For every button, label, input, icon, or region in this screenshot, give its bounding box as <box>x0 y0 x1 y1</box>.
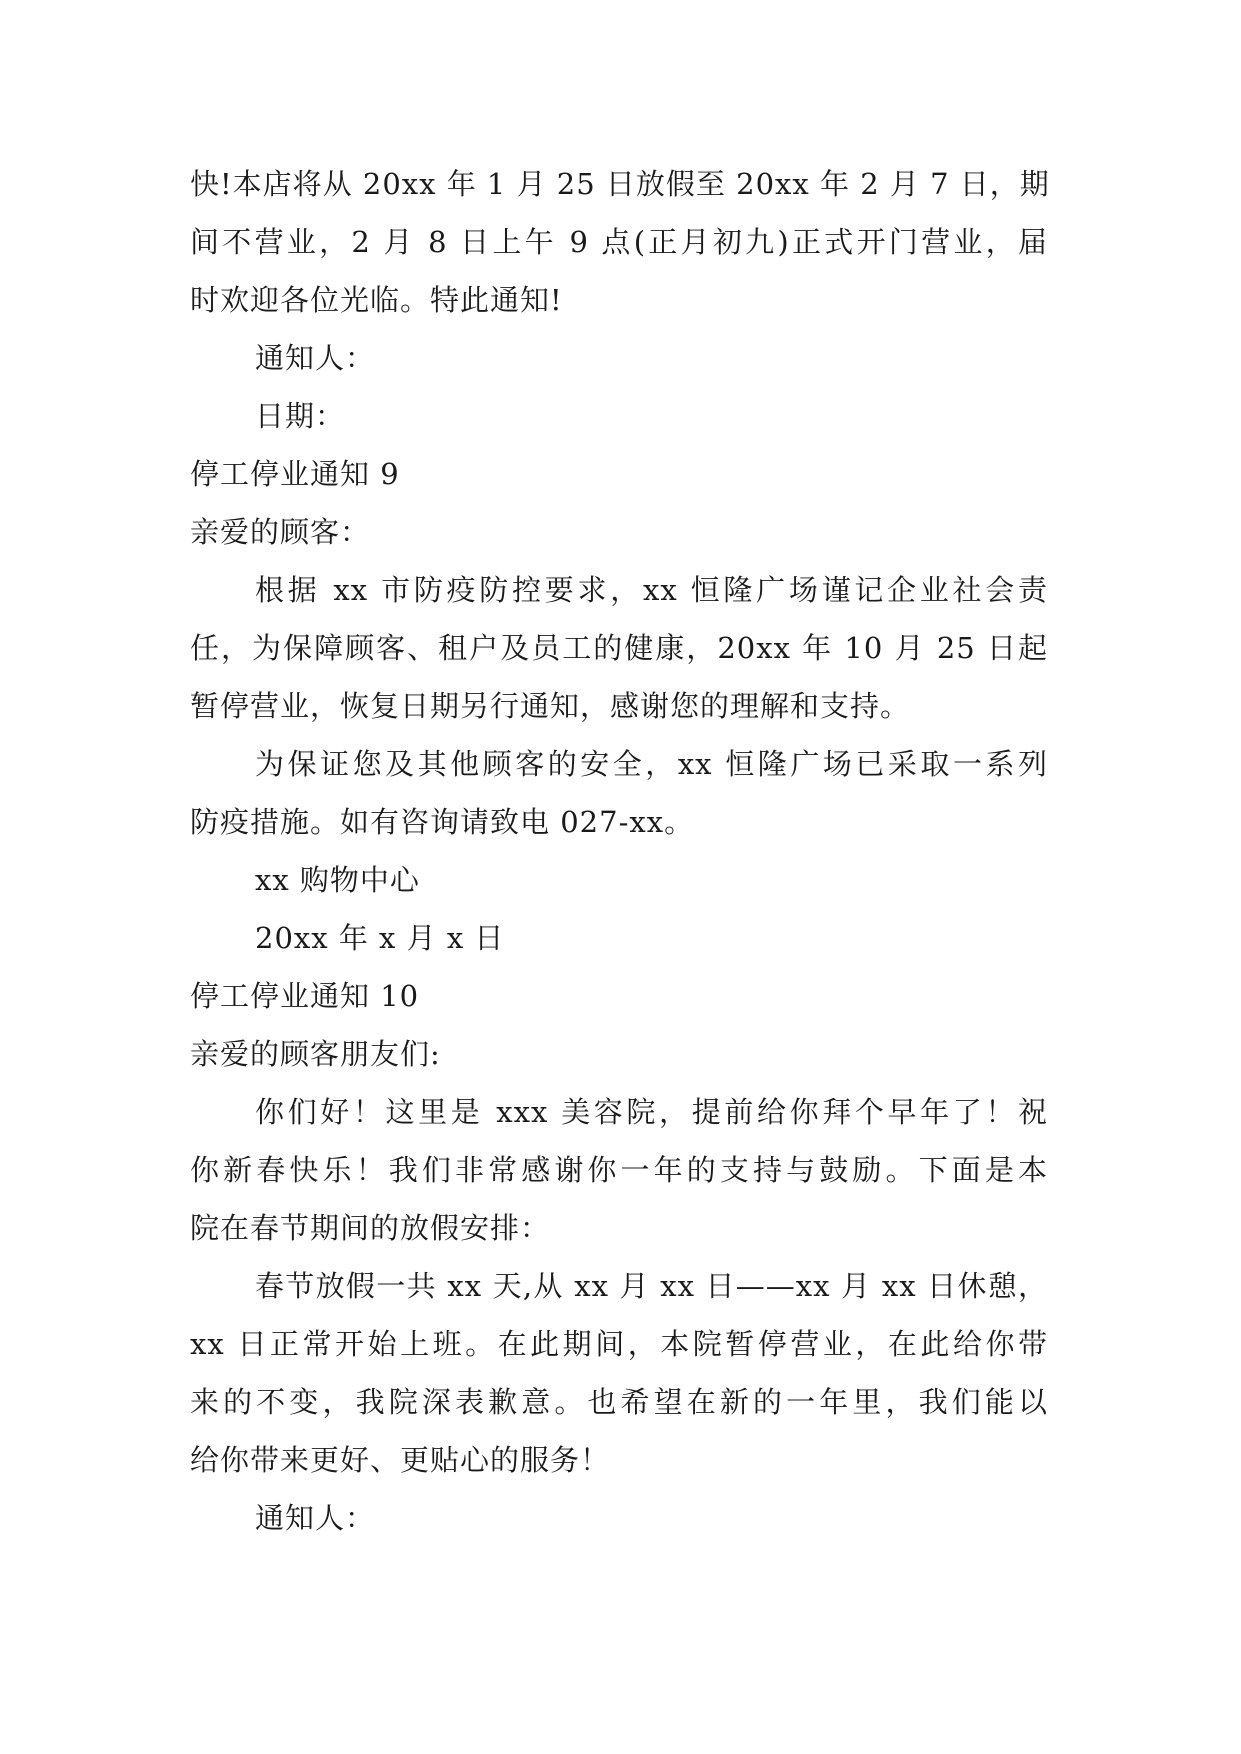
text-line: 院在春节期间的放假安排： <box>190 1211 551 1245</box>
text-line: 根据 xx 市防疫防控要求，xx 恒隆广场谨记企业社会责 <box>255 573 1048 607</box>
text-line: 为保证您及其他顾客的安全，xx 恒隆广场已采取一系列 <box>255 747 1048 781</box>
sender-date: 20xx 年 x 月 x 日 <box>255 921 505 955</box>
date-label: 日期： <box>255 399 346 433</box>
salutation: 亲爱的顾客朋友们: <box>190 1037 441 1071</box>
section-title: 停工停业通知 10 <box>190 979 420 1013</box>
salutation: 亲爱的顾客： <box>190 515 371 549</box>
text-line: 春节放假一共 xx 天,从 xx 月 xx 日——xx 月 xx 日休憩， <box>255 1269 1048 1303</box>
text-line: 快!本店将从 20xx 年 1 月 25 日放假至 20xx 年 2 月 7 日，期 <box>190 167 1050 201</box>
section-title: 停工停业通知 9 <box>190 457 400 491</box>
signatory-label: 通知人： <box>255 341 376 375</box>
text-line: 来的不变，我院深表歉意。也希望在新的一年里，我们能以 <box>190 1385 1048 1419</box>
sender-name: xx 购物中心 <box>255 863 420 897</box>
text-line: xx 日正常开始上班。在此期间，本院暂停营业，在此给你带 <box>190 1327 1048 1361</box>
text-line: 你新春快乐！我们非常感谢你一年的支持与鼓励。下面是本 <box>190 1153 1048 1187</box>
signatory-label: 通知人： <box>255 1501 376 1535</box>
text-line: 你们好！这里是 xxx 美容院，提前给你拜个早年了！祝 <box>255 1095 1048 1129</box>
text-line: 时欢迎各位光临。特此通知! <box>190 283 563 317</box>
text-line: 任，为保障顾客、租户及员工的健康，20xx 年 10 月 25 日起 <box>190 631 1048 665</box>
text-line: 防疫措施。如有咨询请致电 027-xx。 <box>190 805 695 839</box>
text-line: 暂停营业，恢复日期另行通知，感谢您的理解和支持。 <box>190 689 911 723</box>
text-line: 间不营业，2 月 8 日上午 9 点(正月初九)正式开门营业，届 <box>190 225 1048 259</box>
text-line: 给你带来更好、更贴心的服务！ <box>190 1443 611 1477</box>
